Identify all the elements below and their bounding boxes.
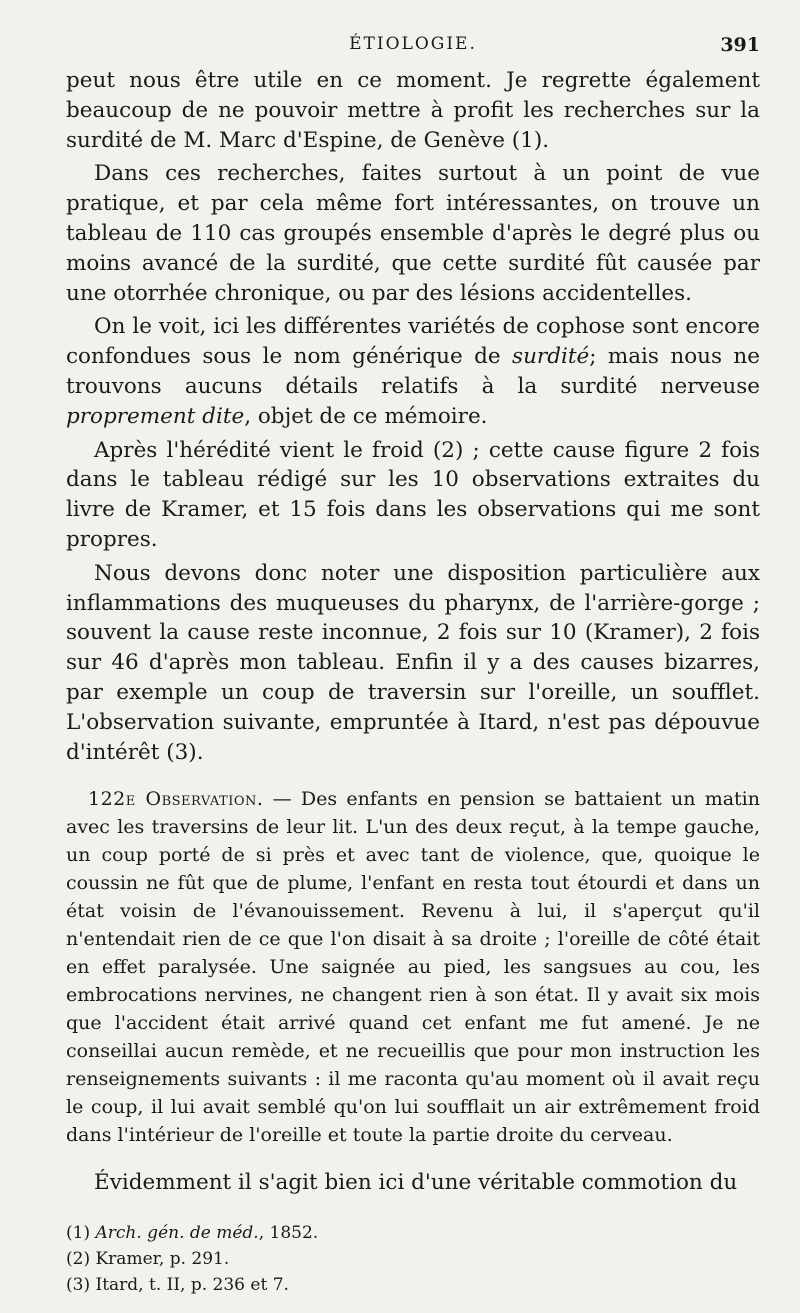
footnotes [66, 1220, 760, 1298]
closing-paragraph: Évidemment il s'agit bien ici d'une véritable commotion du [94, 1170, 738, 1196]
paragraph-3-emphasis-2: proprement dite [66, 403, 245, 429]
page-number: 391 [720, 34, 760, 56]
paragraph-3 [66, 312, 760, 431]
paragraph-3-text-a: On le voit, ici les différentes variétés de cophose sont encore confondues sous le nom générique de [66, 314, 760, 370]
running-title: ÉTIOLOGIE. [349, 34, 477, 54]
paragraph-5: Nous devons donc noter une disposition particulière aux inflammations des muqueuses du pharynx, de l'arrière-gorge ; souvent la cause reste inconnue, 2 fois sur 10 (Kramer), 2 fois sur 46 d'après mon tableau. Enfin il y a des causes bizarres, par exemple un coup de traversin sur l'oreille, un soufflet. L'observation suivante, empruntée à Itard, n'est pas dépouvue d'intérêt (3). [66, 560, 760, 765]
footnote-1-rest: , 1852. [258, 1223, 319, 1244]
footnote-1 [66, 1220, 760, 1246]
observation-block [66, 785, 760, 1149]
footnote-3: (3) Itard, t. II, p. 236 et 7. [66, 1275, 289, 1296]
paragraph-3-text-b: ; mais nous ne trouvons aucuns détails relatifs à la surdité nerveuse [66, 344, 761, 399]
footnote-1-number: (1) [66, 1223, 91, 1244]
footnote-2: (2) Kramer, p. 291. [66, 1249, 230, 1270]
paragraph-2: Dans ces recherches, faites surtout à un point de vue pratique, et par cela même fort intéressantes, on trouve un tableau de 110 cas groupés ensemble d'après le degré plus ou moins avancé de la surdité, que cette surdité fût causée par une otorrhée chronique, ou par des lésions accidentelles. [66, 161, 760, 306]
observation-text: — Des enfants en pension se battaient un matin avec les traversins de leur lit. L'un des deux reçut, à la tempe gauche, un coup porté de si près et avec tant de violence, que, quoique le coussin ne fût que de plume, l'enfant en resta tout étourdi et dans un état voisin de l'évanouissement. Revenu à lui, il s'aperçut qu'il n'entendait rien de ce que l'on disait à sa droite ; l'oreille de côté était en effet paralysée. Une saignée au pied, les sangsues au cou, les embrocations nervines, ne changent rien à son état. Il y avait six mois que l'accident était arrivé quand cet enfant me fut amené. Je ne conseillai aucun remède, et ne recueillis que pour mon instruction les renseignements suivants : il me raconta qu'au moment où il avait reçu le coup, il lui avait semblé qu'on lui soufflait un air extrêmement froid dans l'intérieur de l'oreille et toute la partie droite du cerveau. [66, 788, 760, 1147]
paragraph-3-text-c: , objet de ce mémoire. [244, 403, 488, 429]
paragraph-4: Après l'hérédité vient le froid (2) ; cette cause figure 2 fois dans le tableau rédigé sur les 10 observations extraites du livre de Kramer, et 15 fois dans les observations qui me sont propres. [66, 437, 760, 552]
running-head [66, 32, 760, 66]
paragraph-1: peut nous être utile en ce moment. Je regrette également beaucoup de ne pouvoir mettre à profit les recherches sur la surdité de M. Marc d'Espine, de Genève (1). [66, 68, 760, 153]
footnote-1-title: Arch. gén. de méd. [95, 1223, 259, 1244]
observation-label: 122e Observation. [88, 788, 264, 811]
paragraph-3-emphasis-1: surdité [512, 344, 590, 370]
